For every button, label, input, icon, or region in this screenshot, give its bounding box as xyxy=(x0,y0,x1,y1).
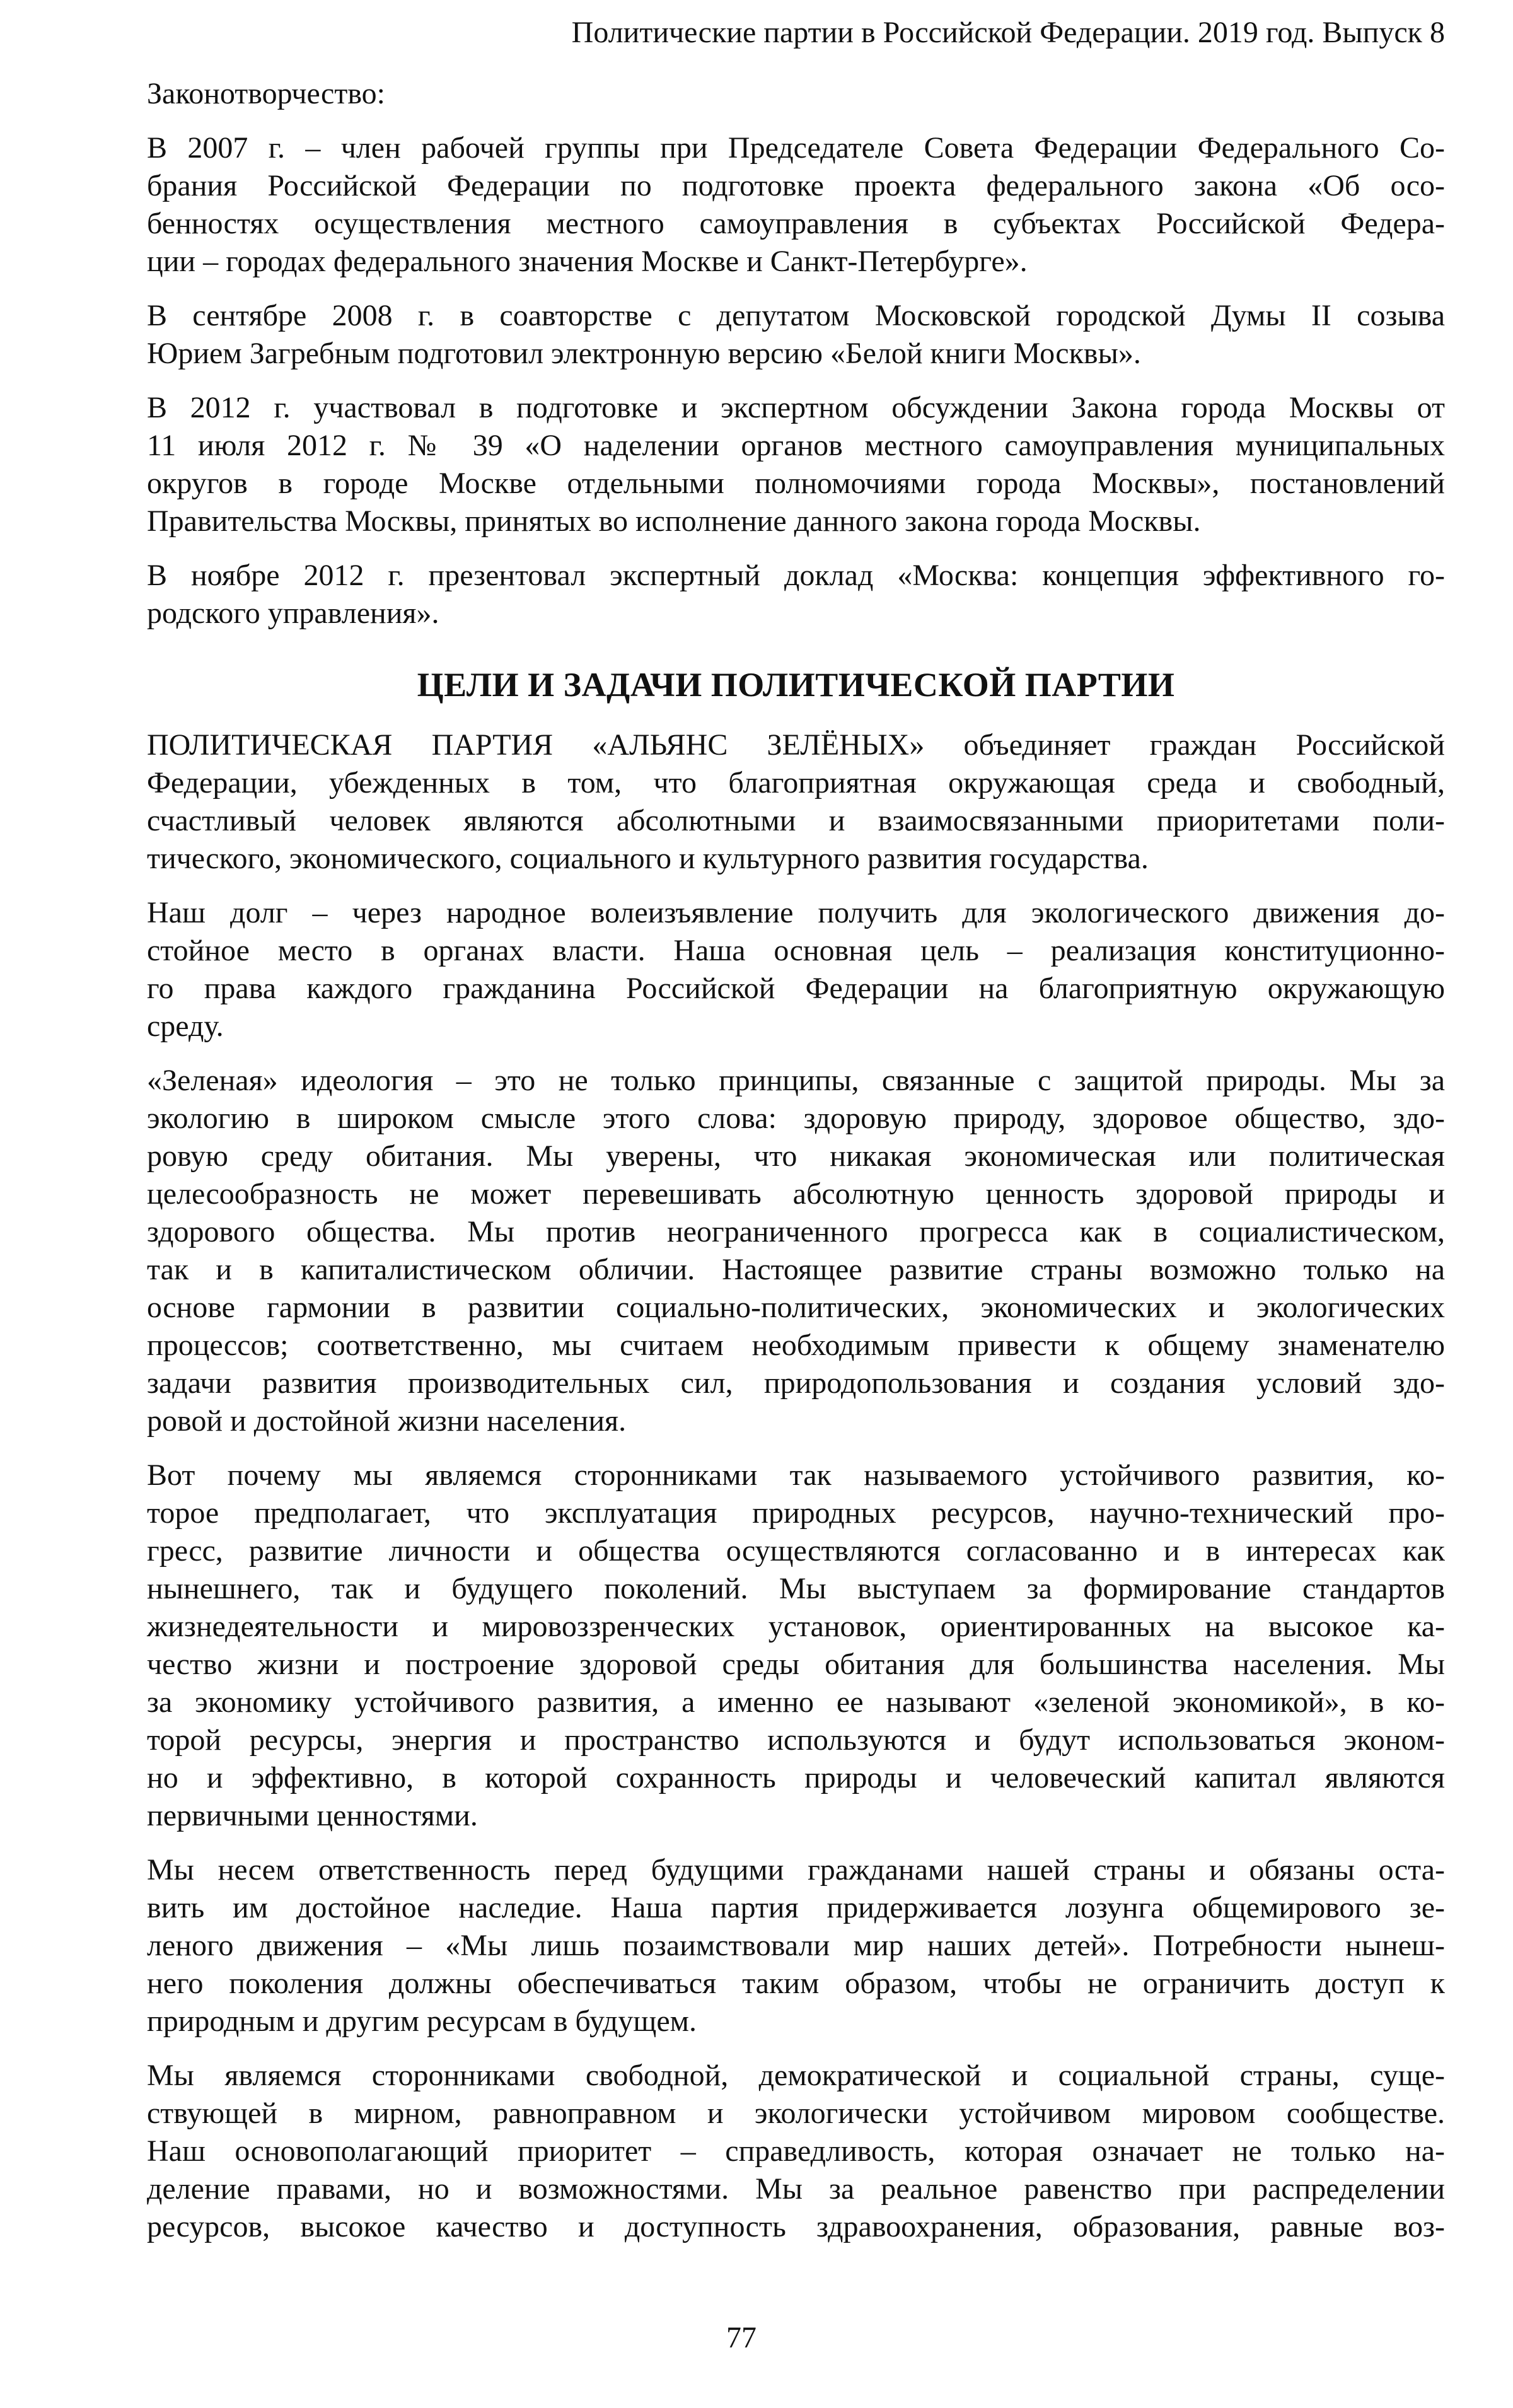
text-line: 11 июля 2012 г. № 39 «О наделении органов местного самоуправления муниципальных xyxy=(147,429,1445,462)
text-line: Мы являемся сторонниками свободной, демократической и социальной страны, суще- xyxy=(147,2059,1445,2092)
text-line: ПОЛИТИЧЕСКАЯ ПАРТИЯ «АЛЬЯНС ЗЕЛЁНЫХ» объединяет граждан Российской xyxy=(147,728,1445,762)
text-line: брания Российской Федерации по подготовке проекта федерального закона «Об осо- xyxy=(147,169,1445,202)
text-line: за экономику устойчивого развития, а именно ее называют «зеленой экономикой», в ко- xyxy=(147,1685,1445,1719)
text-line: Наш долг – через народное волеизъявление получить для экологического движения до- xyxy=(147,896,1445,929)
text-line: Мы несем ответственность перед будущими гражданами нашей страны и обязаны оста- xyxy=(147,1853,1445,1887)
text-line: первичными ценностями. xyxy=(147,1799,478,1832)
paragraph xyxy=(147,2057,1445,2246)
text-line: гресс, развитие личности и общества осуществляются согласованно и в интересах как xyxy=(147,1534,1445,1568)
running-header: Политические партии в Российской Федерации. 2019 год. Выпуск 8 xyxy=(571,16,1445,49)
text-line: целесообразность не может перевешивать абсолютную ценность здоровой природы и xyxy=(147,1177,1445,1211)
section-heading: ЦЕЛИ И ЗАДАЧИ ПОЛИТИЧЕСКОЙ ПАРТИИ xyxy=(417,666,1175,704)
text-line: ции – городах федерального значения Москве и Санкт-Петербурге». xyxy=(147,245,1028,278)
text-line: ровой и достойной жизни населения. xyxy=(147,1404,627,1438)
text-line: В сентябре 2008 г. в соавторстве с депутатом Московской городской Думы II созыва xyxy=(147,299,1445,332)
text-line: торое предполагает, что эксплуатация природных ресурсов, научно-технический про- xyxy=(147,1496,1445,1530)
text-line: ресурсов, высокое качество и доступность здравоохранения, образования, равные воз- xyxy=(147,2210,1445,2243)
text-line: чество жизни и построение здоровой среды обитания для большинства населения. Мы xyxy=(147,1648,1445,1681)
text-line: жизнедеятельности и мировоззренческих установок, ориентированных на высокое ка- xyxy=(147,1610,1445,1643)
text-line: В 2012 г. участвовал в подготовке и экспертном обсуждении Закона города Москвы от xyxy=(147,391,1445,424)
text-line: округов в городе Москве отдельными полномочиями города Москвы», постановлений xyxy=(147,467,1445,500)
paragraph xyxy=(147,75,1445,113)
party-goals-section xyxy=(147,726,1445,2246)
text-line: деление правами, но и возможностями. Мы за реальное равенство при распределении xyxy=(147,2172,1445,2206)
page-number: 77 xyxy=(726,2321,756,2354)
legislation-section xyxy=(147,75,1445,632)
text-line: бенностях осуществления местного самоуправления в субъектах Российской Федера- xyxy=(147,207,1445,240)
text-line: леного движения – «Мы лишь позаимствовали мир наших детей». Потребности нынеш- xyxy=(147,1929,1445,1962)
text-line: Наш основополагающий приоритет – справедливость, которая означает не только на- xyxy=(147,2134,1445,2168)
text-line: Вот почему мы являемся сторонниками так называемого устойчивого развития, ко- xyxy=(147,1458,1445,1492)
text-line: го права каждого гражданина Российской Федерации на благоприятную окружающую xyxy=(147,972,1445,1005)
text-line: экологию в широком смысле этого слова: здоровую природу, здоровое общество, здо- xyxy=(147,1102,1445,1135)
paragraph xyxy=(147,297,1445,373)
text-line: Федерации, убежденных в том, что благоприятная окружающая среда и свободный, xyxy=(147,766,1445,800)
text-line: так и в капиталистическом обличии. Настоящее развитие страны возможно только на xyxy=(147,1253,1445,1286)
text-line: торой ресурсы, энергия и пространство используются и будут использоваться эконом- xyxy=(147,1723,1445,1757)
text-line: стойное место в органах власти. Наша основная цель – реализация конституционно- xyxy=(147,934,1445,967)
text-line: природным и другим ресурсам в будущем. xyxy=(147,2004,697,2038)
paragraph xyxy=(147,726,1445,878)
text-line: основе гармонии в развитии социально-политических, экономических и экологических xyxy=(147,1291,1445,1324)
paragraph xyxy=(147,557,1445,632)
paragraph xyxy=(147,1062,1445,1440)
text-line: процессов; соответственно, мы считаем необходимым привести к общему знаменателю xyxy=(147,1329,1445,1362)
text-line: родского управления». xyxy=(147,596,439,630)
text-line: ровую среду обитания. Мы уверены, что никакая экономическая или политическая xyxy=(147,1139,1445,1173)
text-line: ствующей в мирном, равноправном и экологически устойчивом мировом сообществе. xyxy=(147,2097,1445,2130)
text-line: тического, экономического, социального и культурного развития государства. xyxy=(147,842,1149,875)
text-line: «Зеленая» идеология – это не только принципы, связанные с защитой природы. Мы за xyxy=(147,1064,1445,1097)
text-line: здорового общества. Мы против неограниченного прогресса как в социалистическом, xyxy=(147,1215,1445,1248)
text-line: вить им достойное наследие. Наша партия придерживается лозунга общемирового зе- xyxy=(147,1891,1445,1924)
paragraph xyxy=(147,129,1445,281)
text-line: нынешнего, так и будущего поколений. Мы выступаем за формирование стандартов xyxy=(147,1572,1445,1605)
text-line: задачи развития производительных сил, природопользования и создания условий здо- xyxy=(147,1366,1445,1400)
text-line: Законотворчество: xyxy=(147,77,385,110)
text-line: Правительства Москвы, принятых во исполнение данного закона города Москвы. xyxy=(147,504,1201,538)
paragraph xyxy=(147,894,1445,1045)
paragraph xyxy=(147,1457,1445,1835)
text-line: него поколения должны обеспечиваться таким образом, чтобы не ограничить доступ к xyxy=(147,1967,1445,2000)
text-line: счастливый человек являются абсолютными и взаимосвязанными приоритетами поли- xyxy=(147,804,1445,837)
paragraph xyxy=(147,1851,1445,2040)
paragraph xyxy=(147,389,1445,540)
text-line: В ноябре 2012 г. презентовал экспертный доклад «Москва: концепция эффективного го- xyxy=(147,559,1445,592)
text-line: среду. xyxy=(147,1009,224,1043)
page-body xyxy=(147,75,1445,2246)
text-line: но и эффективно, в которой сохранность природы и человеческий капитал являются xyxy=(147,1761,1445,1794)
text-line: В 2007 г. – член рабочей группы при Председателе Совета Федерации Федерального Со- xyxy=(147,131,1445,165)
text-line: Юрием Загребным подготовил электронную версию «Белой книги Москвы». xyxy=(147,337,1141,370)
